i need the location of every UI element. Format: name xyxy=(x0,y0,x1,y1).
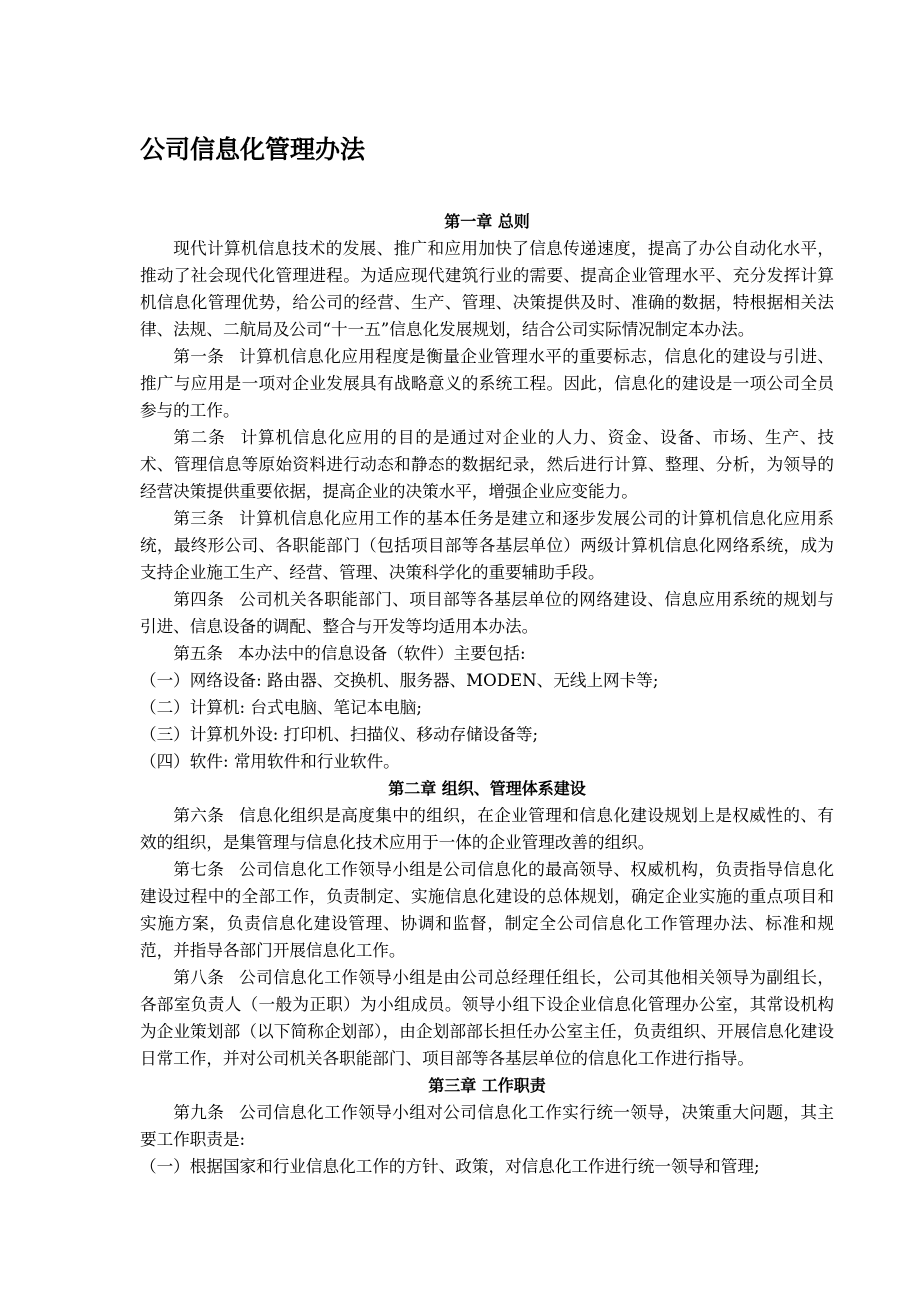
article-4-label: 第四条 xyxy=(173,590,225,609)
list-item: （四）软件: 常用软件和行业软件。 xyxy=(140,752,400,771)
article-5-label: 第五条 xyxy=(173,644,223,663)
article-2-label: 第二条 xyxy=(173,428,226,447)
article-3 xyxy=(140,505,834,586)
article-7 xyxy=(140,856,834,964)
article-1-text: 计算机信息化应用程度是衡量企业管理水平的重要标志，信息化的建设与引进、推广与应用是一项对企业发展具有战略意义的系统工程。因此，信息化的建设是一项公司全员参与的工作。 xyxy=(140,347,835,420)
chapter-3-heading: 第三章 工作职责 xyxy=(428,1076,546,1095)
article-9-label: 第九条 xyxy=(173,1103,225,1122)
chapter-1-intro: 现代计算机信息技术的发展、推广和应用加快了信息传递速度，提高了办公自动化水平，推动了社会现代化管理进程。为适应现代建筑行业的需要、提高企业管理水平、充分发挥计算机信息化管理优势，给公司的经营、生产、管理、决策提供及时、准确的数据，特根据相关法律、法规、二航局及公司“十一五”信息化发展规划，结合公司实际情况制定本办法。 xyxy=(140,239,834,339)
chapter-1-heading: 第一章 总则 xyxy=(444,212,530,231)
article-9 xyxy=(140,1099,834,1153)
article-6-text: 信息化组织是高度集中的组织，在企业管理和信息化建设规划上是权威性的、有效的组织，是集管理与信息化技术应用于一体的企业管理改善的组织。 xyxy=(140,806,835,852)
article-4 xyxy=(140,586,834,640)
list-item: （三）计算机外设: 打印机、扫描仪、移动存储设备等; xyxy=(140,725,539,744)
article-2-text: 计算机信息化应用的目的是通过对企业的人力、资金、设备、市场、生产、技术、管理信息等原始资料进行动态和静态的数据纪录，然后进行计算、整理、分析，为领导的经营决策提供重要依据，提高企业的决策水平，增强企业应变能力。 xyxy=(140,428,835,501)
article-4-text: 公司机关各职能部门、项目部等各基层单位的网络建设、信息应用系统的规划与引进、信息设备的调配、整合与开发等均适用本办法。 xyxy=(140,590,835,636)
list-item: （一）网络设备: 路由器、交换机、服务器、MODEN、无线上网卡等; xyxy=(140,671,659,690)
article-8-text: 公司信息化工作领导小组是由公司总经理任组长，公司其他相关领导为副组长，各部室负责人（一般为正职）为小组成员。领导小组下设企业信息化管理办公室，其常设机构为企业策划部（以下简称企划部），由企划部部长担任办公室主任，负责组织、开展信息化建设日常工作，并对公司机关各职能部门、项目部等各基层单位的信息化工作进行指导。 xyxy=(140,968,835,1068)
article-8 xyxy=(140,964,834,1072)
article-7-label: 第七条 xyxy=(173,860,225,879)
article-6-label: 第六条 xyxy=(173,806,225,825)
chapter-2-heading: 第二章 组织、管理体系建设 xyxy=(388,779,586,798)
article-9-text: 公司信息化工作领导小组对公司信息化工作实行统一领导，决策重大问题，其主要工作职责是: xyxy=(140,1103,835,1149)
article-1 xyxy=(140,343,834,424)
article-1-label: 第一条 xyxy=(173,347,225,366)
article-5-text: 本办法中的信息设备（软件）主要包括: xyxy=(237,644,526,663)
document-title: 公司信息化管理办法 xyxy=(140,135,366,164)
list-item: （一）根据国家和行业信息化工作的方针、政策，对信息化工作进行统一领导和管理; xyxy=(140,1157,760,1176)
list-item: （二）计算机: 台式电脑、笔记本电脑; xyxy=(140,698,422,717)
article-3-label: 第三条 xyxy=(173,509,225,528)
article-7-text: 公司信息化工作领导小组是公司信息化的最高领导、权威机构，负责指导信息化建设过程中的全部工作，负责制定、实施信息化建设的总体规划，确定企业实施的重点项目和实施方案，负责信息化建设管理、协调和监督，制定全公司信息化工作管理办法、标准和规范，并指导各部门开展信息化工作。 xyxy=(140,860,835,960)
article-2 xyxy=(140,424,834,505)
document-page xyxy=(140,130,834,1180)
article-6 xyxy=(140,802,834,856)
article-8-label: 第八条 xyxy=(173,968,225,987)
article-5 xyxy=(140,640,834,667)
article-3-text: 计算机信息化应用工作的基本任务是建立和逐步发展公司的计算机信息化应用系统，最终形公司、各职能部门（包括项目部等各基层单位）两级计算机信息化网络系统，成为支持企业施工生产、经营、管理、决策科学化的重要辅助手段。 xyxy=(140,509,835,582)
